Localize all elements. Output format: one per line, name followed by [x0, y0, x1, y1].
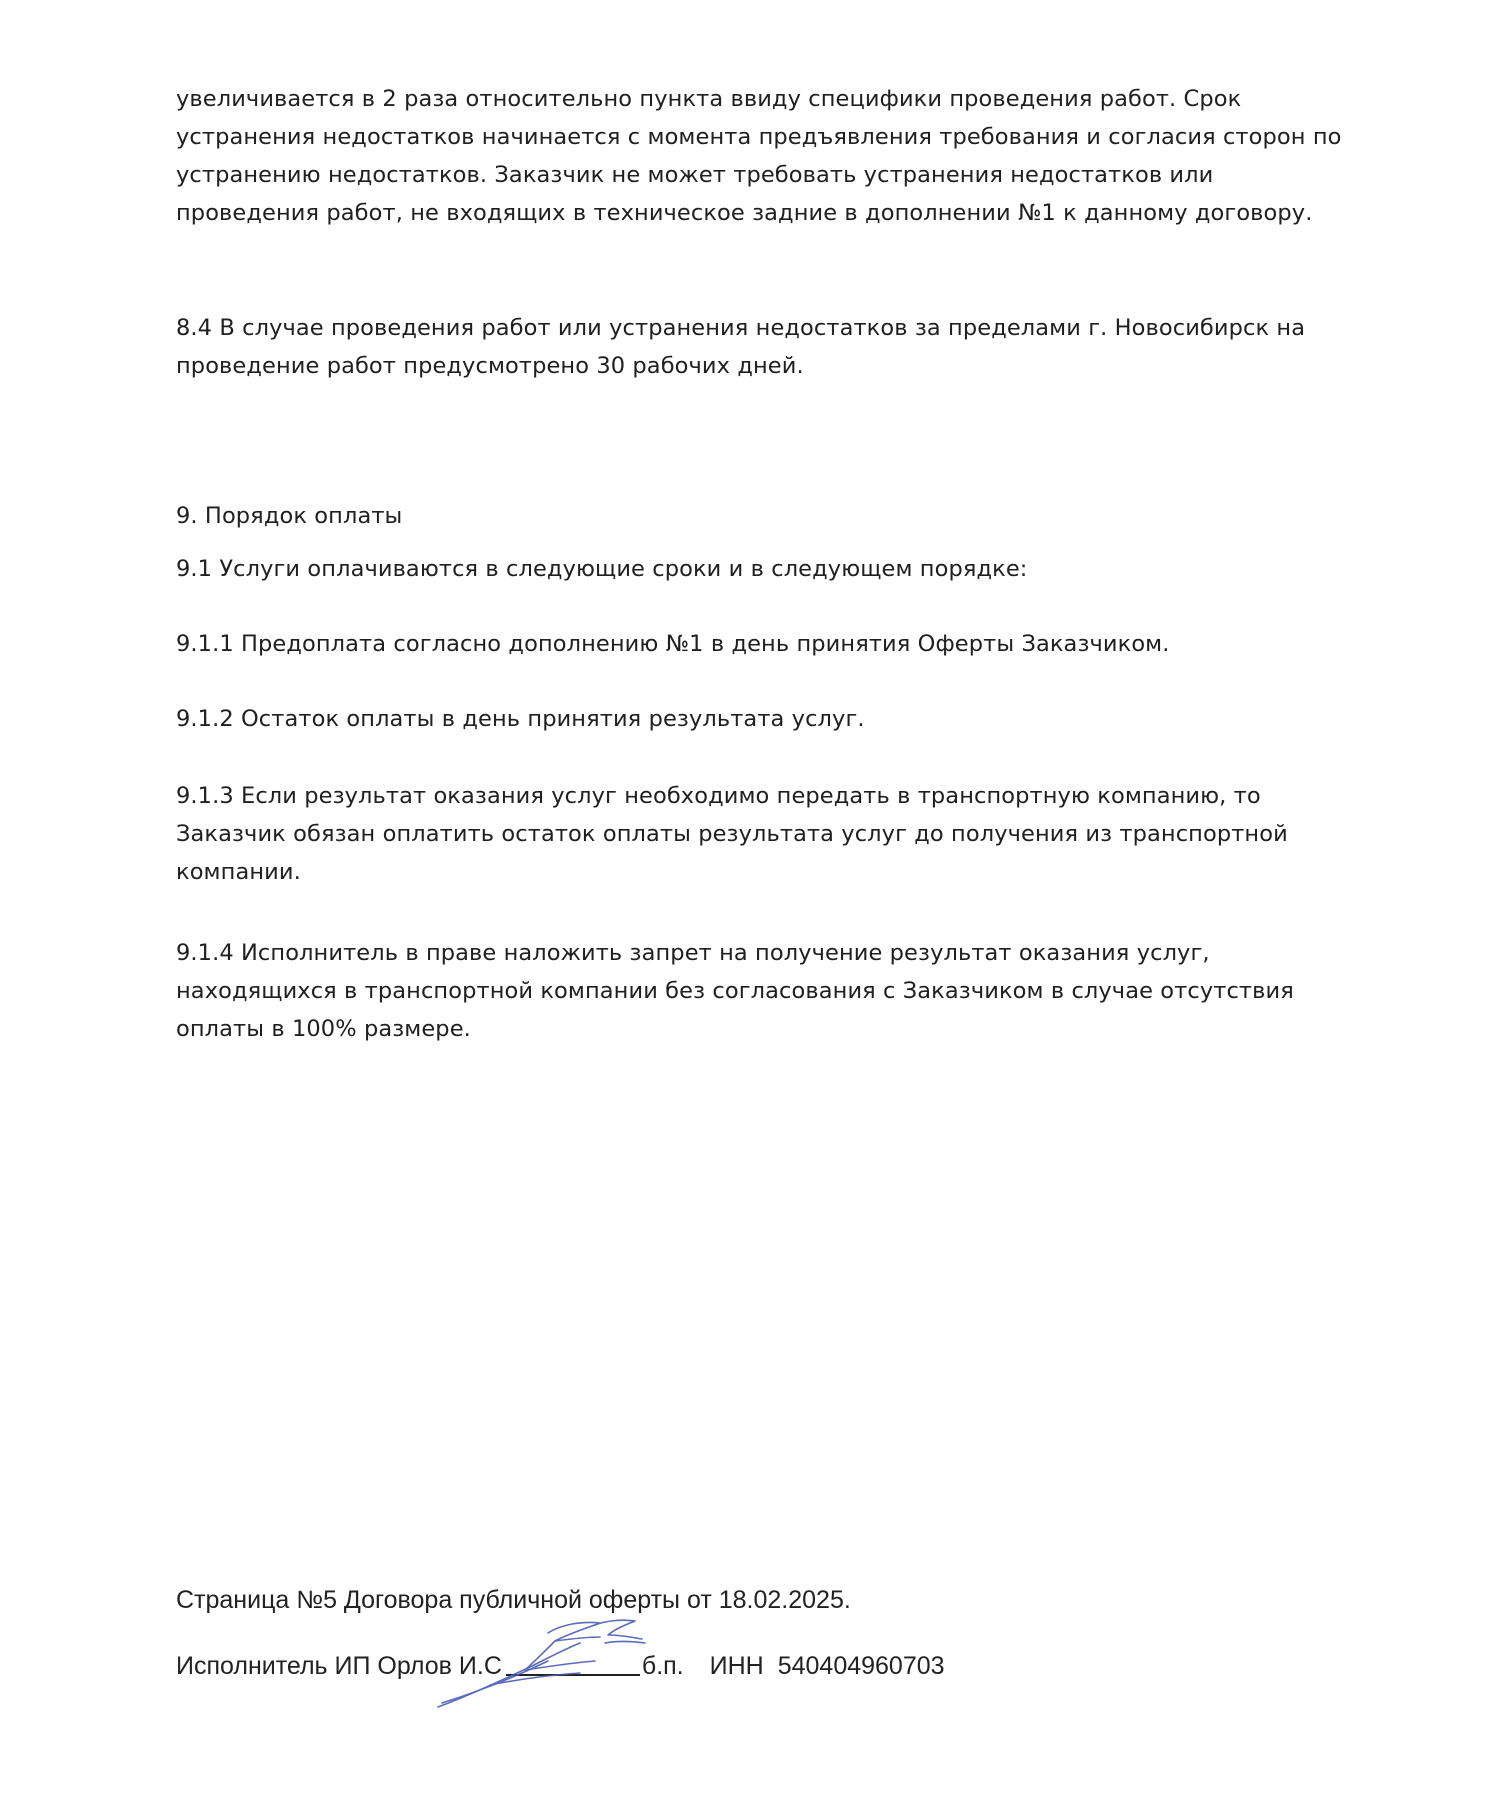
inn-label: ИНН	[709, 1652, 764, 1680]
executor-label: Исполнитель ИП Орлов И.С	[176, 1652, 502, 1680]
paragraph-8-3-continuation: увеличивается в 2 раза относительно пункта ввиду специфики проведения работ. Срок устранения недостатков начинается с момента предъявления требования и согласия сторон по устранению недостатков. Заказчик не может требовать устранения недостатков или проведения работ, не входящих в техническое задние в дополнении №1 к данному договору.	[176, 86, 1342, 226]
paragraph-9-1: 9.1 Услуги оплачиваются в следующие сроки и в следующем порядке:	[176, 556, 1028, 582]
paragraph-8-4: 8.4 В случае проведения работ или устранения недостатков за пределами г. Новосибирск на проведение работ предусмотрено 30 рабочих дней.	[176, 315, 1306, 379]
seal-note: б.п.	[641, 1652, 684, 1680]
footer-page-note: Страница №5 Договора публичной оферты от 18.02.2025.	[176, 1586, 851, 1614]
paragraph-9-1-4: 9.1.4 Исполнитель в праве наложить запрет на получение результат оказания услуг, находящихся в транспортной компании без согласования с Заказчиком в случае отсутствия оплаты в 100% размере.	[176, 940, 1294, 1042]
paragraph-9-1-2: 9.1.2 Остаток оплаты в день принятия результата услуг.	[176, 706, 865, 732]
paragraph-9-1-1: 9.1.1 Предоплата согласно дополнению №1 в день принятия Оферты Заказчиком.	[176, 631, 1170, 657]
section-heading-payment: 9. Порядок оплаты	[176, 503, 403, 529]
handwritten-signature	[430, 1615, 700, 1715]
paragraph-9-1-3: 9.1.3 Если результат оказания услуг необходимо передать в транспортную компанию, то Заказчик обязан оплатить остаток оплаты результата услуг до получения из транспортной компании.	[176, 783, 1288, 885]
inn-value: 540404960703	[777, 1652, 945, 1680]
